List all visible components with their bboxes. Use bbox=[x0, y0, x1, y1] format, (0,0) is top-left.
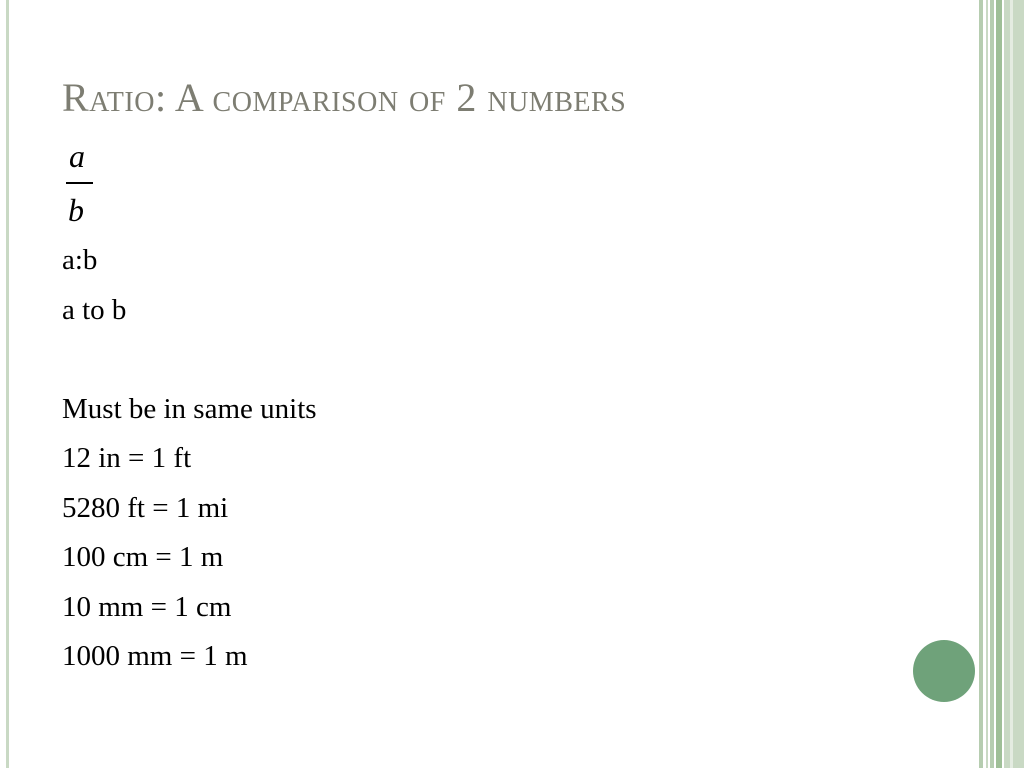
decorative-stripe bbox=[979, 0, 983, 768]
body-line-blank bbox=[62, 335, 317, 385]
decorative-stripe bbox=[986, 0, 988, 768]
body-line: 100 cm = 1 m bbox=[62, 541, 224, 573]
decorative-circle bbox=[913, 640, 975, 702]
slide-body bbox=[62, 236, 317, 682]
body-line: 1000 mm = 1 m bbox=[62, 640, 248, 672]
body-line: a to b bbox=[62, 293, 127, 326]
body-line: 10 mm = 1 cm bbox=[62, 590, 232, 623]
slide-title: Ratio: A comparison of 2 numbers bbox=[62, 75, 627, 120]
body-line: 12 in = 1 ft bbox=[62, 442, 192, 474]
body-line: 5280 ft = 1 mi bbox=[62, 491, 229, 524]
fraction-a-over-b bbox=[66, 138, 94, 232]
decorative-stripe bbox=[996, 0, 1002, 768]
left-border-line bbox=[6, 0, 9, 768]
fraction-bar bbox=[66, 182, 93, 184]
decorative-stripe bbox=[1004, 0, 1024, 768]
fraction-denominator: b bbox=[68, 192, 84, 228]
fraction-numerator: a bbox=[69, 138, 85, 174]
body-line: Must be in same units bbox=[62, 392, 317, 425]
body-line: a:b bbox=[62, 244, 98, 276]
decorative-stripe bbox=[990, 0, 994, 768]
decorative-stripe bbox=[1010, 0, 1013, 768]
